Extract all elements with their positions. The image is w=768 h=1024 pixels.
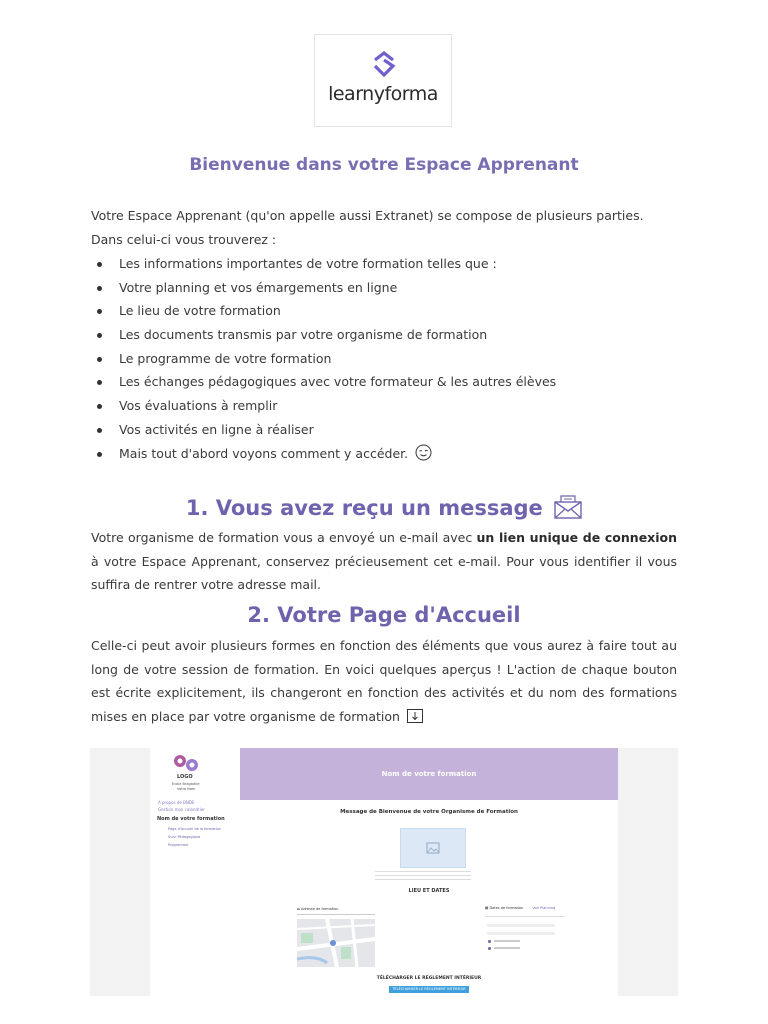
arrow-down-box-icon xyxy=(407,709,423,723)
logo-mark-icon xyxy=(367,51,401,81)
calendar-icon: ▦ xyxy=(485,906,489,910)
list-item: Vos activités en ligne à réaliser xyxy=(91,418,677,442)
preview-address-card xyxy=(297,906,375,974)
preview-sidebar-item: Suivi Pédagogique xyxy=(168,835,201,839)
list-item: Le programme de votre formation xyxy=(91,347,677,371)
preview-sidebar-sub: Votre Nom xyxy=(177,787,196,791)
list-item: Votre planning et vos émargements en ligne xyxy=(91,276,677,300)
section-2-text: Celle-ci peut avoir plusieurs formes en fonction des éléments que vous aurez à faire tout au long de votre session de formation. En voici quelques aperçus ! L'action de chaque bouton est écrite explicitement, ils changeront en fonction des activités et du nom des formations mises en place par votre organisme de formation xyxy=(91,638,677,724)
preview-dates-card: ▦ Dates de formation Voir Planning xyxy=(485,906,565,956)
preview-sidebar-link: Gestion mon calendrier xyxy=(158,807,205,812)
preview-lieu-heading: LIEU ET DATES xyxy=(408,888,450,894)
preview-sidebar-link: A propos de BNDE xyxy=(158,800,195,805)
preview-sidebar-sub: Ecole Bragadire xyxy=(172,782,200,786)
list-item: Les échanges pédagogiques avec votre formateur & les autres élèves xyxy=(91,370,677,394)
learnyforma-logo xyxy=(314,34,452,127)
section-1-text: Votre organisme de formation vous a envoyé un e-mail avec un lien unique de connexion à votre Espace Apprenant, conservez précieusement cet e-mail. Pour vous identifier il vous suffira de rentrer votre adresse mail. xyxy=(91,530,678,593)
preview-map xyxy=(297,919,375,967)
list-item: Le lieu de votre formation xyxy=(91,299,677,323)
preview-header: Nom de votre formation xyxy=(240,748,618,800)
logo-text: learnyforma xyxy=(328,83,438,105)
list-item: Vos évaluations à remplir xyxy=(91,394,677,418)
section-2-heading: 2. Votre Page d'Accueil xyxy=(247,603,521,627)
winking-face-icon xyxy=(415,444,432,461)
intro-line-1: Votre Espace Apprenant (qu'on appelle aussi Extranet) se compose de plusieurs parties. xyxy=(91,208,644,223)
preview-sidebar-item: Programme xyxy=(168,843,189,847)
list-item: Les documents transmis par votre organisme de formation xyxy=(91,323,677,347)
preview-logo-label: LOGO xyxy=(177,774,193,780)
intro-line-2: Dans celui-ci vous trouverez : xyxy=(91,232,277,247)
envelope-icon xyxy=(554,495,582,519)
image-placeholder-icon xyxy=(426,842,440,854)
preview-sidebar-section: Nom de votre formation xyxy=(157,816,225,822)
preview-welcome-heading: Message de Bienvenue de votre Organisme de Formation xyxy=(340,809,518,815)
unique-link-emphasis: un lien unique de connexion xyxy=(476,530,678,545)
preview-image-placeholder xyxy=(400,828,466,868)
preview-logo-icon xyxy=(172,753,202,775)
preview-reglement-heading: TÉLÉCHARGER LE RÈGLEMENT INTÉRIEUR xyxy=(376,976,482,981)
homepage-preview-image xyxy=(90,748,678,996)
feature-list xyxy=(91,252,677,465)
page-title: Bienvenue dans votre Espace Apprenant xyxy=(189,155,579,175)
preview-reglement-button: TÉLÉCHARGER LE RÈGLEMENT INTÉRIEUR xyxy=(389,986,469,993)
preview-main xyxy=(240,800,618,996)
list-item: Mais tout d'abord voyons comment y accéder. xyxy=(91,442,677,466)
preview-address-label: ⌂ Adresse de formation xyxy=(297,906,339,911)
section-1-heading: 1. Vous avez reçu un message xyxy=(0,495,768,520)
preview-sidebar xyxy=(150,748,241,996)
list-item: Les informations importantes de votre formation telles que : xyxy=(91,252,677,276)
preview-sidebar-item: Page d'Accueil de la formation xyxy=(168,827,222,831)
preview-planning-link: Voir Planning xyxy=(532,906,556,910)
